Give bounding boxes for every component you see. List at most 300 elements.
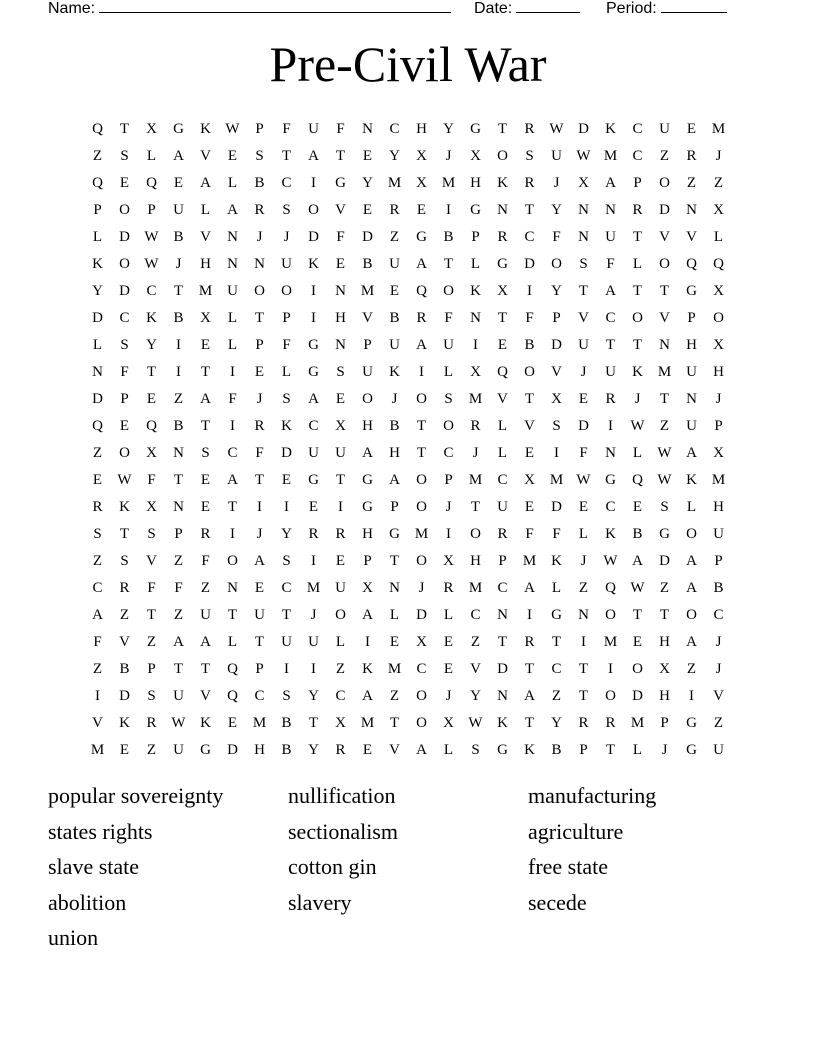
grid-letter[interactable]: E [119, 417, 130, 434]
grid-letter[interactable]: D [227, 741, 238, 758]
grid-letter[interactable]: W [549, 120, 564, 137]
grid-letter[interactable]: F [525, 309, 534, 326]
grid-letter[interactable]: B [119, 660, 130, 677]
grid-letter[interactable]: I [419, 363, 424, 380]
grid-letter[interactable]: I [527, 282, 532, 299]
grid-letter[interactable]: Q [227, 687, 238, 704]
grid-letter[interactable]: T [578, 687, 589, 704]
grid-letter[interactable]: T [578, 660, 589, 677]
grid-letter[interactable]: U [686, 417, 697, 434]
grid-letter[interactable]: E [632, 633, 643, 650]
grid-letter[interactable]: J [175, 255, 182, 272]
grid-letter[interactable]: R [524, 633, 535, 650]
grid-letter[interactable]: O [605, 606, 616, 623]
grid-letter[interactable]: Y [362, 174, 373, 191]
grid-letter[interactable]: M [441, 174, 456, 191]
grid-letter[interactable]: I [176, 363, 181, 380]
grid-letter[interactable]: U [281, 255, 292, 272]
grid-letter[interactable]: I [311, 309, 316, 326]
grid-letter[interactable]: T [497, 633, 508, 650]
grid-letter[interactable]: Q [605, 579, 616, 596]
grid-letter[interactable]: L [146, 147, 157, 164]
grid-letter[interactable]: N [362, 120, 373, 137]
grid-letter[interactable]: T [173, 660, 184, 677]
grid-letter[interactable]: I [608, 660, 613, 677]
grid-letter[interactable]: M [198, 282, 213, 299]
grid-letter[interactable]: O [416, 687, 427, 704]
grid-letter[interactable]: Z [470, 633, 481, 650]
grid-letter[interactable]: Y [308, 741, 319, 758]
grid-letter[interactable]: C [605, 498, 616, 515]
grid-letter[interactable]: Z [551, 687, 562, 704]
grid-letter[interactable]: T [281, 147, 292, 164]
grid-letter[interactable]: A [362, 444, 373, 461]
grid-letter[interactable]: K [200, 714, 211, 731]
grid-letter[interactable]: I [527, 606, 532, 623]
grid-letter[interactable]: S [525, 147, 534, 164]
grid-letter[interactable]: U [308, 120, 319, 137]
grid-letter[interactable]: N [335, 336, 346, 353]
grid-letter[interactable]: O [416, 552, 427, 569]
grid-letter[interactable]: S [120, 552, 129, 569]
grid-letter[interactable]: G [335, 174, 346, 191]
grid-letter[interactable]: C [227, 444, 238, 461]
grid-letter[interactable]: N [173, 498, 184, 515]
grid-letter[interactable]: I [311, 660, 316, 677]
grid-letter[interactable]: P [687, 309, 696, 326]
grid-letter[interactable]: E [227, 147, 238, 164]
grid-letter[interactable]: M [630, 714, 645, 731]
grid-letter[interactable]: G [497, 255, 508, 272]
grid-letter[interactable]: K [389, 363, 400, 380]
grid-letter[interactable]: P [255, 336, 264, 353]
grid-letter[interactable]: J [715, 633, 722, 650]
grid-letter[interactable]: O [686, 525, 697, 542]
grid-letter[interactable]: F [255, 444, 264, 461]
grid-letter[interactable]: B [254, 174, 265, 191]
grid-letter[interactable]: F [147, 471, 156, 488]
grid-letter[interactable]: Q [92, 174, 103, 191]
grid-letter[interactable]: J [256, 390, 263, 407]
grid-letter[interactable]: L [551, 579, 562, 596]
grid-letter[interactable]: O [227, 552, 238, 569]
grid-letter[interactable]: A [362, 687, 373, 704]
grid-letter[interactable]: S [660, 498, 669, 515]
grid-letter[interactable]: E [389, 282, 400, 299]
grid-letter[interactable]: T [524, 201, 535, 218]
grid-letter[interactable]: H [470, 552, 481, 569]
grid-letter[interactable]: U [173, 201, 184, 218]
grid-letter[interactable]: I [311, 174, 316, 191]
grid-letter[interactable]: A [200, 174, 211, 191]
grid-letter[interactable]: N [389, 579, 400, 596]
grid-letter[interactable]: U [308, 444, 319, 461]
grid-letter[interactable]: U [713, 525, 724, 542]
grid-letter[interactable]: P [282, 309, 291, 326]
grid-letter[interactable]: T [281, 606, 292, 623]
grid-letter[interactable]: V [686, 228, 697, 245]
grid-letter[interactable]: U [335, 579, 346, 596]
grid-letter[interactable]: T [200, 417, 211, 434]
grid-letter[interactable]: B [524, 336, 535, 353]
grid-letter[interactable]: N [578, 228, 589, 245]
grid-letter[interactable]: D [551, 498, 562, 515]
grid-letter[interactable]: U [254, 606, 265, 623]
grid-letter[interactable]: X [659, 660, 670, 677]
grid-letter[interactable]: Z [578, 579, 589, 596]
grid-letter[interactable]: F [579, 444, 588, 461]
grid-letter[interactable]: S [444, 390, 453, 407]
grid-letter[interactable]: B [173, 417, 184, 434]
grid-letter[interactable]: L [632, 741, 643, 758]
grid-letter[interactable]: M [387, 174, 402, 191]
grid-letter[interactable]: F [336, 228, 345, 245]
grid-letter[interactable]: Y [308, 687, 319, 704]
grid-letter[interactable]: L [281, 363, 292, 380]
grid-letter[interactable]: I [446, 201, 451, 218]
grid-letter[interactable]: U [389, 336, 400, 353]
grid-letter[interactable]: R [524, 120, 535, 137]
grid-letter[interactable]: R [605, 714, 616, 731]
grid-letter[interactable]: N [659, 336, 670, 353]
grid-letter[interactable]: C [389, 120, 400, 137]
grid-letter[interactable]: N [686, 390, 697, 407]
grid-letter[interactable]: A [227, 471, 238, 488]
grid-letter[interactable]: T [416, 444, 427, 461]
grid-letter[interactable]: T [605, 336, 616, 353]
grid-letter[interactable]: Z [146, 741, 157, 758]
grid-letter[interactable]: J [283, 228, 290, 245]
grid-letter[interactable]: S [552, 417, 561, 434]
grid-letter[interactable]: D [524, 255, 535, 272]
grid-letter[interactable]: Q [713, 255, 724, 272]
grid-letter[interactable]: Z [659, 417, 670, 434]
grid-letter[interactable]: G [551, 606, 562, 623]
grid-letter[interactable]: T [524, 390, 535, 407]
grid-letter[interactable]: L [227, 174, 238, 191]
grid-letter[interactable]: D [281, 444, 292, 461]
grid-letter[interactable]: V [146, 552, 157, 569]
grid-letter[interactable]: Q [227, 660, 238, 677]
grid-letter[interactable]: L [713, 228, 724, 245]
grid-letter[interactable]: A [416, 255, 427, 272]
grid-letter[interactable]: P [255, 660, 264, 677]
grid-letter[interactable]: Y [443, 120, 454, 137]
grid-letter[interactable]: D [92, 390, 103, 407]
grid-letter[interactable]: Q [92, 417, 103, 434]
grid-letter[interactable]: U [308, 633, 319, 650]
grid-letter[interactable]: E [578, 498, 589, 515]
grid-letter[interactable]: F [525, 525, 534, 542]
grid-letter[interactable]: E [497, 336, 508, 353]
grid-letter[interactable]: X [200, 309, 211, 326]
grid-letter[interactable]: P [147, 201, 156, 218]
grid-letter[interactable]: T [146, 606, 157, 623]
grid-letter[interactable]: E [443, 660, 454, 677]
grid-letter[interactable]: U [659, 120, 670, 137]
grid-letter[interactable]: I [365, 633, 370, 650]
grid-letter[interactable]: L [200, 201, 211, 218]
grid-letter[interactable]: E [146, 390, 157, 407]
grid-letter[interactable]: V [92, 714, 103, 731]
grid-letter[interactable]: N [578, 606, 589, 623]
grid-letter[interactable]: H [659, 687, 670, 704]
grid-letter[interactable]: T [551, 633, 562, 650]
grid-letter[interactable]: Q [146, 174, 157, 191]
grid-letter[interactable]: M [711, 471, 726, 488]
grid-letter[interactable]: E [524, 444, 535, 461]
grid-letter[interactable]: B [281, 714, 292, 731]
grid-letter[interactable]: J [445, 147, 452, 164]
grid-letter[interactable]: W [657, 471, 672, 488]
grid-letter[interactable]: D [578, 417, 589, 434]
grid-letter[interactable]: I [581, 633, 586, 650]
grid-letter[interactable]: T [659, 390, 670, 407]
grid-letter[interactable]: R [416, 309, 427, 326]
grid-letter[interactable]: B [443, 228, 454, 245]
grid-letter[interactable]: F [147, 579, 156, 596]
grid-letter[interactable]: L [497, 417, 508, 434]
grid-letter[interactable]: B [173, 228, 184, 245]
grid-letter[interactable]: X [470, 363, 481, 380]
grid-letter[interactable]: D [308, 228, 319, 245]
grid-letter[interactable]: N [686, 201, 697, 218]
grid-letter[interactable]: H [254, 741, 265, 758]
grid-letter[interactable]: E [200, 336, 211, 353]
grid-letter[interactable]: M [360, 714, 375, 731]
grid-letter[interactable]: W [576, 471, 591, 488]
grid-letter[interactable]: K [362, 660, 373, 677]
grid-letter[interactable]: X [713, 282, 724, 299]
grid-letter[interactable]: H [713, 363, 724, 380]
grid-letter[interactable]: V [389, 741, 400, 758]
grid-letter[interactable]: E [578, 390, 589, 407]
grid-letter[interactable]: S [255, 147, 264, 164]
grid-letter[interactable]: A [605, 282, 616, 299]
name-blank-line[interactable] [99, 0, 451, 13]
grid-letter[interactable]: O [470, 525, 481, 542]
grid-letter[interactable]: X [713, 201, 724, 218]
grid-letter[interactable]: B [713, 579, 724, 596]
grid-letter[interactable]: C [632, 147, 643, 164]
grid-letter[interactable]: T [659, 282, 670, 299]
grid-letter[interactable]: I [257, 498, 262, 515]
grid-letter[interactable]: L [389, 606, 400, 623]
grid-letter[interactable]: F [282, 120, 291, 137]
grid-letter[interactable]: A [92, 606, 103, 623]
grid-letter[interactable]: V [659, 309, 670, 326]
grid-letter[interactable]: M [711, 120, 726, 137]
grid-letter[interactable]: S [147, 687, 156, 704]
grid-letter[interactable]: Y [551, 282, 562, 299]
grid-letter[interactable]: G [389, 525, 400, 542]
grid-letter[interactable]: E [281, 471, 292, 488]
grid-letter[interactable]: K [497, 174, 508, 191]
grid-letter[interactable]: E [200, 471, 211, 488]
grid-letter[interactable]: F [606, 255, 615, 272]
grid-letter[interactable]: M [414, 525, 429, 542]
grid-letter[interactable]: U [389, 255, 400, 272]
grid-letter[interactable]: T [632, 336, 643, 353]
grid-letter[interactable]: C [497, 471, 508, 488]
grid-letter[interactable]: S [201, 444, 210, 461]
grid-letter[interactable]: O [119, 444, 130, 461]
grid-letter[interactable]: P [714, 417, 723, 434]
grid-letter[interactable]: Q [632, 471, 643, 488]
grid-letter[interactable]: P [93, 201, 102, 218]
grid-letter[interactable]: O [443, 417, 454, 434]
grid-letter[interactable]: Z [173, 606, 184, 623]
grid-letter[interactable]: T [335, 471, 346, 488]
grid-letter[interactable]: N [227, 255, 238, 272]
grid-letter[interactable]: O [659, 255, 670, 272]
grid-letter[interactable]: T [389, 552, 400, 569]
grid-letter[interactable]: I [284, 498, 289, 515]
grid-letter[interactable]: T [524, 714, 535, 731]
grid-letter[interactable]: I [446, 525, 451, 542]
grid-letter[interactable]: Q [497, 363, 508, 380]
grid-letter[interactable]: M [468, 471, 483, 488]
grid-letter[interactable]: Z [119, 606, 130, 623]
grid-letter[interactable]: I [95, 687, 100, 704]
grid-letter[interactable]: D [119, 687, 130, 704]
date-blank-line[interactable] [516, 0, 580, 13]
grid-letter[interactable]: U [227, 282, 238, 299]
grid-letter[interactable]: T [254, 309, 265, 326]
grid-letter[interactable]: N [578, 201, 589, 218]
grid-letter[interactable]: U [713, 741, 724, 758]
grid-letter[interactable]: J [580, 552, 587, 569]
grid-letter[interactable]: D [416, 606, 427, 623]
grid-letter[interactable]: P [579, 741, 588, 758]
grid-letter[interactable]: E [389, 633, 400, 650]
grid-letter[interactable]: T [173, 282, 184, 299]
grid-letter[interactable]: Y [281, 525, 292, 542]
grid-letter[interactable]: K [551, 552, 562, 569]
grid-letter[interactable]: R [686, 147, 697, 164]
grid-letter[interactable]: F [228, 390, 237, 407]
grid-letter[interactable]: D [497, 660, 508, 677]
grid-letter[interactable]: Z [92, 444, 103, 461]
grid-letter[interactable]: Z [92, 552, 103, 569]
grid-letter[interactable]: G [362, 498, 373, 515]
grid-letter[interactable]: R [578, 714, 589, 731]
grid-letter[interactable]: F [93, 633, 102, 650]
grid-letter[interactable]: S [120, 336, 129, 353]
grid-letter[interactable]: L [686, 498, 697, 515]
grid-letter[interactable]: I [608, 417, 613, 434]
grid-letter[interactable]: T [632, 606, 643, 623]
grid-letter[interactable]: T [470, 498, 481, 515]
grid-letter[interactable]: G [470, 120, 481, 137]
grid-letter[interactable]: M [360, 282, 375, 299]
grid-letter[interactable]: P [120, 390, 129, 407]
grid-letter[interactable]: U [686, 363, 697, 380]
grid-letter[interactable]: W [657, 444, 672, 461]
grid-letter[interactable]: V [200, 228, 211, 245]
grid-letter[interactable]: K [119, 714, 130, 731]
grid-letter[interactable]: B [173, 309, 184, 326]
grid-letter[interactable]: V [200, 147, 211, 164]
grid-letter[interactable]: X [146, 498, 157, 515]
grid-letter[interactable]: T [308, 714, 319, 731]
grid-letter[interactable]: G [200, 741, 211, 758]
grid-letter[interactable]: C [713, 606, 724, 623]
grid-letter[interactable]: V [659, 228, 670, 245]
grid-letter[interactable]: C [470, 606, 481, 623]
grid-letter[interactable]: M [90, 741, 105, 758]
grid-letter[interactable]: O [416, 714, 427, 731]
grid-letter[interactable]: O [254, 282, 265, 299]
grid-letter[interactable]: O [686, 606, 697, 623]
grid-letter[interactable]: H [470, 174, 481, 191]
grid-letter[interactable]: P [633, 174, 642, 191]
grid-letter[interactable]: W [630, 417, 645, 434]
grid-letter[interactable]: L [632, 255, 643, 272]
grid-letter[interactable]: D [551, 336, 562, 353]
grid-letter[interactable]: X [470, 147, 481, 164]
grid-letter[interactable]: U [443, 336, 454, 353]
grid-letter[interactable]: J [553, 174, 560, 191]
grid-letter[interactable]: U [551, 147, 562, 164]
grid-letter[interactable]: Z [686, 660, 697, 677]
grid-letter[interactable]: C [524, 228, 535, 245]
grid-letter[interactable]: A [200, 390, 211, 407]
grid-letter[interactable]: Z [713, 714, 724, 731]
grid-letter[interactable]: O [632, 660, 643, 677]
grid-letter[interactable]: I [284, 660, 289, 677]
grid-letter[interactable]: X [335, 714, 346, 731]
period-blank-line[interactable] [661, 0, 727, 13]
grid-letter[interactable]: G [497, 741, 508, 758]
grid-letter[interactable]: I [554, 444, 559, 461]
grid-letter[interactable]: A [605, 174, 616, 191]
grid-letter[interactable]: L [497, 444, 508, 461]
grid-letter[interactable]: R [497, 525, 508, 542]
grid-letter[interactable]: H [416, 120, 427, 137]
grid-letter[interactable]: U [578, 336, 589, 353]
grid-letter[interactable]: Z [200, 579, 211, 596]
grid-letter[interactable]: D [578, 120, 589, 137]
grid-letter[interactable]: R [524, 174, 535, 191]
grid-letter[interactable]: O [416, 471, 427, 488]
grid-letter[interactable]: A [173, 147, 184, 164]
grid-letter[interactable]: E [173, 174, 184, 191]
grid-letter[interactable]: K [632, 363, 643, 380]
grid-letter[interactable]: S [147, 525, 156, 542]
grid-letter[interactable]: B [632, 525, 643, 542]
grid-letter[interactable]: K [119, 498, 130, 515]
grid-letter[interactable]: U [281, 633, 292, 650]
grid-letter[interactable]: A [308, 390, 319, 407]
grid-letter[interactable]: M [387, 660, 402, 677]
grid-letter[interactable]: K [92, 255, 103, 272]
grid-letter[interactable]: X [713, 336, 724, 353]
grid-letter[interactable]: A [686, 633, 697, 650]
grid-letter[interactable]: J [445, 498, 452, 515]
grid-letter[interactable]: X [443, 552, 454, 569]
grid-letter[interactable]: K [605, 525, 616, 542]
grid-letter[interactable]: A [200, 633, 211, 650]
grid-letter[interactable]: Q [686, 255, 697, 272]
grid-letter[interactable]: O [605, 687, 616, 704]
grid-letter[interactable]: A [308, 147, 319, 164]
grid-letter[interactable]: Y [551, 714, 562, 731]
grid-letter[interactable]: H [335, 309, 346, 326]
grid-letter[interactable]: U [605, 228, 616, 245]
grid-letter[interactable]: V [119, 633, 130, 650]
grid-letter[interactable]: X [713, 444, 724, 461]
